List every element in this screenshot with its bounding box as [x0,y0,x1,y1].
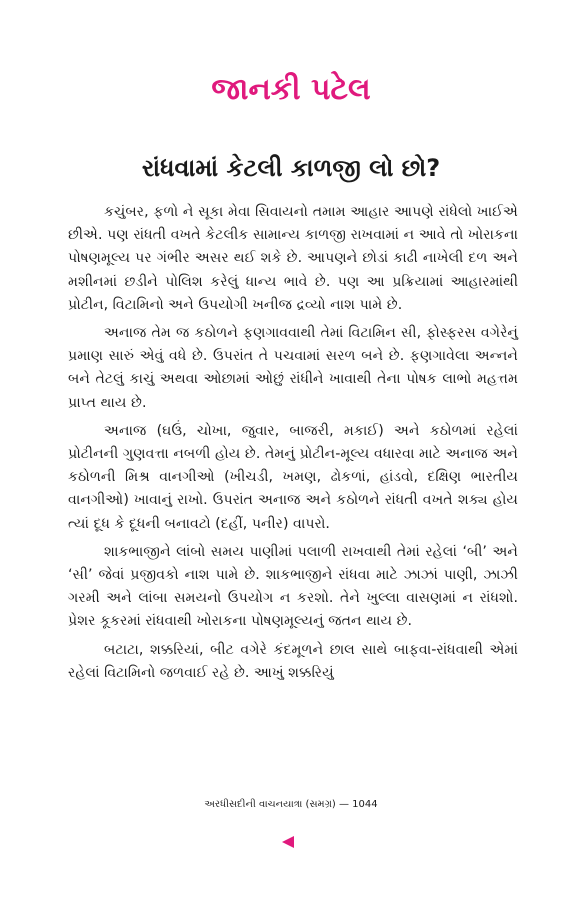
paragraph: શાકભાજીને લાંબો સમય પાણીમાં પલાળી રાખવાથી તેમાં રહેલાં ‘બી’ અને ‘સી’ જેવાં પ્રજીવકો નાશ પામે છે. શાકભાજીને રાંધવા માટે ઝાઝાં પાણી, ઝાઝી ગરમી અને લાંબા સમયનો ઉપયોગ ન કરશો. તેને ખુલ્લા વાસણમાં ન રાંધશો. પ્રેશર કૂકરમાં રાંધવાથી ખોરાકના પોષણમૂલ્યનું જતન થાય છે. [68,543,518,630]
previous-page-arrow-icon[interactable] [282,836,294,848]
author-name: જાનકી પટેલ [211,72,371,107]
article-body [68,201,518,690]
paragraph: બટાટા, શક્કરિયાં, બીટ વગેરે કંદમૂળને છાલ સાથે બાફવા-રાંધવાથી એમાં રહેલાં વિટામિનો જળવાઈ રહે છે. આખું શક્કરિયું [68,641,518,681]
paragraph: અનાજ (ઘઉં, ચોખા, જુવાર, બાજરી, મકાઈ) અને કઠોળમાં રહેલાં પ્રોટીનની ગુણવત્તા નબળી હોય છે. તેમનું પ્રોટીન-મૂલ્ય વધારવા માટે અનાજ અને કઠોળની મિશ્ર વાનગીઓ (ખીચડી, ખમણ, ઢોકળાં, હાંડવો, દક્ષિણ ભારતીય વાનગીઓ) ખાવાનું રાખો. ઉપરાંત અનાજ અને કઠોળને રાંધતી વખતે શક્ય હોય ત્યાં દૂધ કે દૂધની બનાવટો (દહીં, પનીર) વાપરો. [68,422,518,532]
page-footer: અરધીસદીની વાચનયાત્રા (સમગ્ર) — 1044 [204,799,378,810]
paragraph: અનાજ તેમ જ કઠોળને ફણગાવવાથી તેમાં વિટામિન સી, ફોસ્ફરસ વગેરેનું પ્રમાણ સારું એવું વધે છે. ઉપરાંત તે પચવામાં સરળ બને છે. ફણગાવેલા અન્નને બને તેટલું કાચું અથવા ઓછામાં ઓછું રાંધીને ખાવાથી તેના પોષક લાભો મહત્તમ પ્રાપ્ત થાય છે. [68,325,518,411]
paragraph: કચુંબર, ફળો ને સૂકા મેવા સિવાયનો તમામ આહાર આપણે રાંધેલો ખાઈએ છીએ. પણ રાંધતી વખતે કેટલીક સામાન્ય કાળજી રાખવામાં ન આવે તો ખોરાકના પોષણમૂલ્ય પર ગંભીર અસર થઈ શકે છે. આપણને છોડાં કાઢી નાખેલી દળ અને મશીનમાં છડીને પોલિશ કરેલું ધાન્ય ભાવે છે. પણ આ પ્રક્રિયામાં આહારમાંથી પ્રોટીન, વિટામિનો અને ઉપયોગી ખનીજ દ્રવ્યો નાશ પામે છે. [68,204,518,313]
article-title: રાંધવામાં કેટલી કાળજી લો છો? [141,154,441,182]
